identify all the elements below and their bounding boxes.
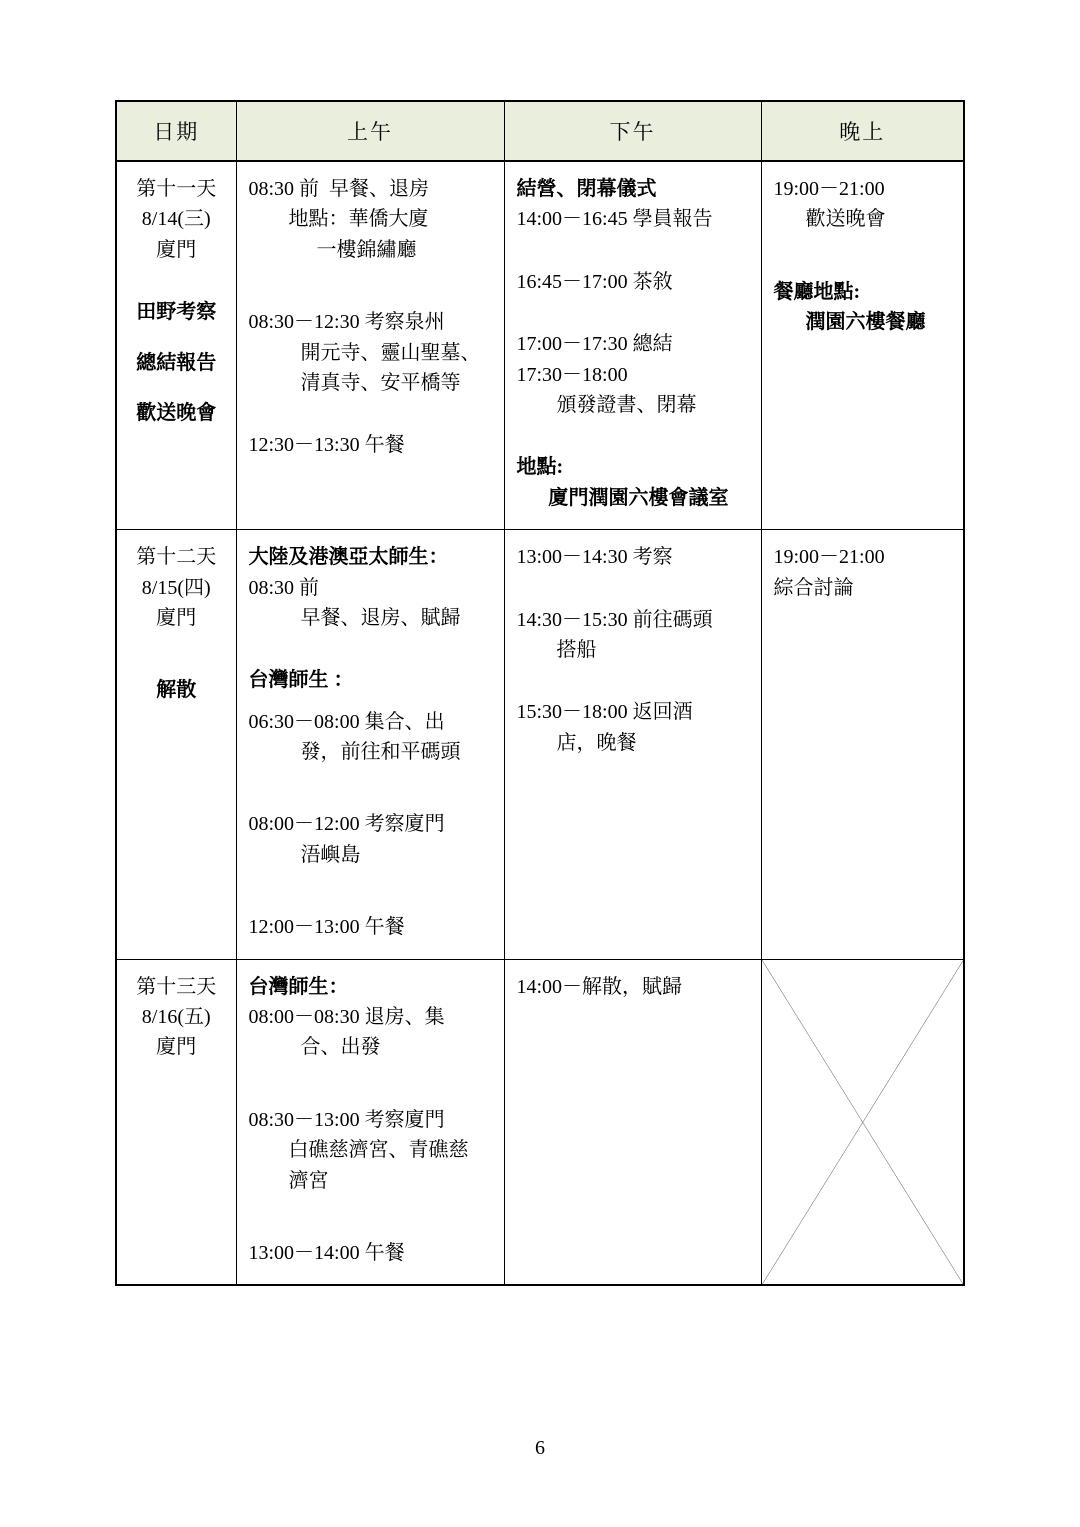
column-header-afternoon: 下午 xyxy=(504,101,761,161)
schedule-line: 早餐、退房、賦歸 xyxy=(300,606,461,629)
schedule-line: 08:00－12:00 考察廈門 xyxy=(248,813,445,836)
date-tag: 歡送晚會 xyxy=(136,401,217,424)
cell-afternoon xyxy=(504,161,761,530)
table-row xyxy=(116,161,964,530)
schedule-line: 12:30－13:30 午餐 xyxy=(248,434,405,457)
schedule-heading: 台灣師生： xyxy=(248,975,349,998)
column-header-date: 日期 xyxy=(116,101,236,161)
schedule-line: 17:00－17:30 總結 xyxy=(516,333,673,356)
date-label: 8/16(五) xyxy=(141,1006,211,1029)
schedule-line: 地點：華僑大廈 xyxy=(288,208,429,231)
table-header-row xyxy=(116,101,964,161)
schedule-line: 開元寺、靈山聖墓、 xyxy=(300,341,481,364)
schedule-line: 14:00－16:45 學員報告 xyxy=(516,208,713,231)
schedule-line: 綜合討論 xyxy=(773,576,854,599)
schedule-line: 發，前往和平碼頭 xyxy=(300,741,461,764)
page-number: 6 xyxy=(535,1437,545,1459)
schedule-line: 19:00－21:00 xyxy=(773,546,885,569)
schedule-line: 13:00－14:30 考察 xyxy=(516,546,673,569)
table-row xyxy=(116,959,964,1285)
city-label: 廈門 xyxy=(156,238,197,261)
date-tag: 田野考察 xyxy=(136,301,217,324)
column-header-morning: 上午 xyxy=(236,101,504,161)
column-header-evening: 晚上 xyxy=(761,101,964,161)
schedule-table xyxy=(115,100,965,1286)
schedule-line: 濟宮 xyxy=(288,1169,329,1192)
schedule-line: 白礁慈濟宮、青礁慈 xyxy=(288,1139,469,1162)
schedule-line: 17:30－18:00 xyxy=(516,363,628,386)
cell-morning xyxy=(236,959,504,1285)
schedule-line: 06:30－08:00 集合、出 xyxy=(248,710,445,733)
schedule-line: 08:00－08:30 退房、集 xyxy=(248,1006,445,1029)
date-tag: 總結報告 xyxy=(136,351,217,374)
day-label: 第十一天 xyxy=(136,178,217,200)
city-label: 廈門 xyxy=(156,1036,197,1059)
schedule-line: 08:30－12:30 考察泉州 xyxy=(248,311,445,334)
cell-date xyxy=(116,161,236,530)
schedule-line: 一樓錦繡廳 xyxy=(316,238,417,261)
cell-evening-empty xyxy=(761,959,964,1285)
city-label: 廈門 xyxy=(156,606,197,629)
schedule-heading: 結營、閉幕儀式 xyxy=(516,178,657,200)
schedule-line: 歡送晚會 xyxy=(805,208,886,231)
schedule-line: 合、出發 xyxy=(300,1036,381,1059)
day-label: 第十二天 xyxy=(136,546,217,569)
venue-label: 地點: xyxy=(516,456,564,479)
schedule-line: 13:00－14:00 午餐 xyxy=(248,1241,405,1264)
schedule-line: 清真寺、安平橋等 xyxy=(300,371,461,394)
cell-date xyxy=(116,959,236,1285)
venue-value: 潤園六樓餐廳 xyxy=(805,311,926,334)
cell-date xyxy=(116,530,236,960)
schedule-heading: 台灣師生 ： xyxy=(248,669,354,692)
schedule-line: 19:00－21:00 xyxy=(773,178,885,200)
schedule-line: 08:30 前 xyxy=(248,576,320,599)
schedule-line: 15:30－18:00 返回酒 xyxy=(516,701,693,724)
date-tag: 解散 xyxy=(156,679,197,702)
cell-afternoon xyxy=(504,959,761,1285)
schedule-line: 12:00－13:00 午餐 xyxy=(248,916,405,939)
cell-morning xyxy=(236,161,504,530)
schedule-line: 08:30－13:00 考察廈門 xyxy=(248,1108,445,1131)
date-label: 8/15(四) xyxy=(141,576,211,599)
schedule-heading: 大陸及港澳亞太師生： xyxy=(248,546,449,569)
cell-afternoon xyxy=(504,530,761,960)
venue-value: 廈門潤園六樓會議室 xyxy=(548,486,729,509)
cell-evening xyxy=(761,161,964,530)
date-label: 8/14(三) xyxy=(141,208,211,231)
cell-evening xyxy=(761,530,964,960)
crossed-out-icon xyxy=(762,960,964,1285)
schedule-line: 16:45－17:00 茶敘 xyxy=(516,270,673,293)
schedule-line: 浯嶼島 xyxy=(300,843,361,866)
day-label: 第十三天 xyxy=(136,975,217,998)
schedule-line: 14:00－解散，賦歸 xyxy=(516,975,683,998)
schedule-line: 14:30－15:30 前往碼頭 xyxy=(516,608,713,631)
schedule-line: 搭船 xyxy=(556,638,597,661)
schedule-line: 頒發證書、閉幕 xyxy=(556,393,697,416)
cell-morning xyxy=(236,530,504,960)
venue-label: 餐廳地點: xyxy=(773,280,861,303)
schedule-line: 店，晚餐 xyxy=(556,731,637,754)
schedule-line: 08:30 前 早餐、退房 xyxy=(248,178,430,200)
table-row xyxy=(116,530,964,960)
